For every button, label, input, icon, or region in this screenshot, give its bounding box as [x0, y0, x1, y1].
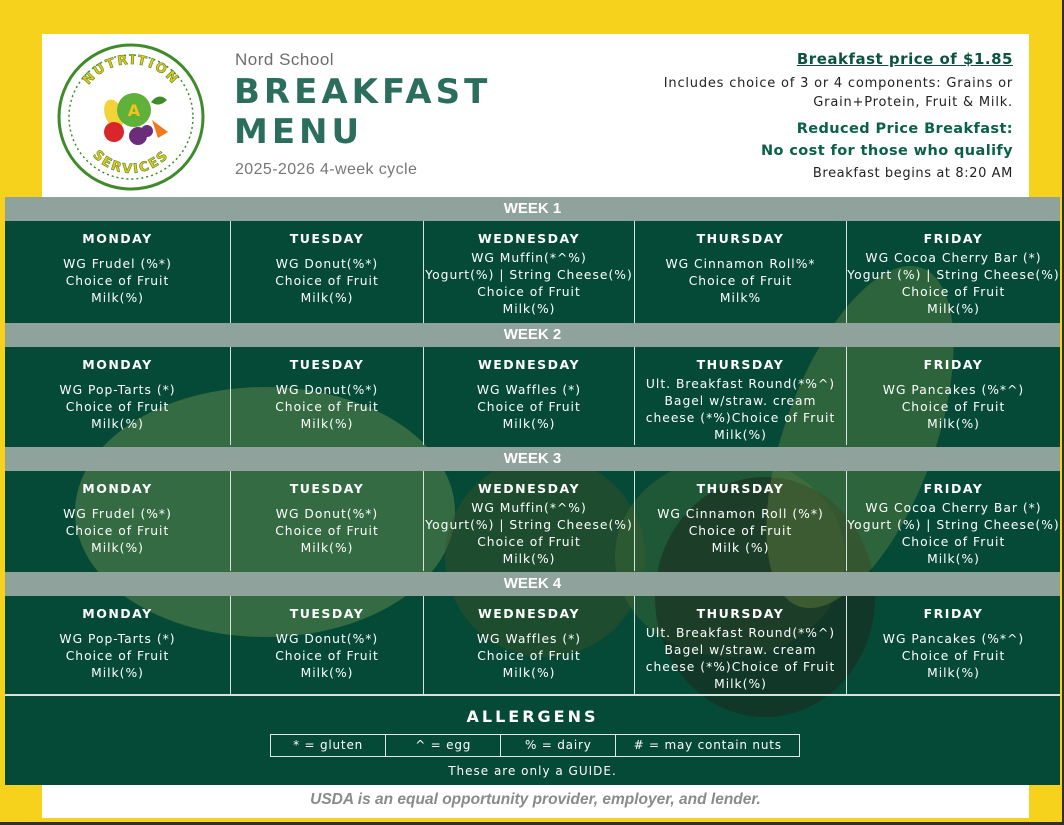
menu-item: Choice of Fruit [477, 649, 581, 663]
menu-item: Milk(%) [300, 541, 354, 555]
menu-items [635, 372, 846, 444]
menu-item: WG Pancakes (%*^) [882, 632, 1025, 646]
menu-items [231, 621, 423, 682]
menu-item: Milk(%) [927, 417, 980, 431]
menu-item: Milk% [719, 291, 762, 305]
day-label: MONDAY [82, 606, 153, 621]
day-label: WEDNESDAY [477, 481, 581, 496]
menu-item: WG Waffles (*) [476, 383, 582, 397]
menu-cell-thursday [635, 221, 847, 324]
menu-item: Choice of Fruit [275, 649, 379, 663]
menu-items [847, 372, 1060, 433]
menu-item: WG Frudel (%*) [63, 507, 172, 521]
menu-item: Bagel w/straw. cream [664, 394, 817, 408]
day-label: TUESDAY [289, 481, 365, 496]
menu-item: WG Cocoa Cherry Bar (*) [865, 501, 1042, 515]
svg-text:NUTRITION: NUTRITION [80, 52, 182, 88]
menu-item: Choice of Fruit [65, 649, 170, 663]
menu-cell-thursday [635, 471, 847, 571]
day-label: FRIDAY [923, 357, 984, 372]
week-2-header: WEEK 2 [5, 323, 1060, 347]
menu-item: Milk(%) [927, 666, 980, 680]
day-label: THURSDAY [696, 357, 785, 372]
menu-item: WG Waffles (*) [476, 632, 582, 646]
week-2-row [5, 347, 1060, 445]
menu-item: Yogurt(%) | String Cheese(%) [425, 268, 633, 282]
day-label: WEDNESDAY [477, 606, 581, 621]
day-label: MONDAY [82, 481, 153, 496]
day-label: THURSDAY [696, 231, 785, 246]
price-heading: Breakfast price of $1.85 [796, 50, 1013, 68]
day-label: THURSDAY [696, 481, 785, 496]
menu-items [231, 246, 423, 307]
menu-item: Milk(%) [91, 541, 144, 555]
menu-item: Milk(%) [91, 291, 144, 305]
menu-item: Milk(%) [300, 417, 354, 431]
week-4-header: WEEK 4 [5, 572, 1060, 596]
menu-cell-wednesday [424, 471, 635, 571]
menu-item: Milk(%) [300, 291, 354, 305]
allergens-title: ALLERGENS [466, 707, 599, 726]
menu-item: WG Cocoa Cherry Bar (*) [865, 251, 1042, 265]
menu-item: Milk(%) [714, 677, 767, 691]
header [42, 34, 1029, 197]
day-label: WEDNESDAY [477, 231, 581, 246]
day-label: TUESDAY [289, 231, 365, 246]
week-1-header: WEEK 1 [5, 197, 1060, 221]
menu-item: Milk(%) [927, 302, 980, 316]
menu-item: Milk(%) [91, 417, 144, 431]
menu-item: Choice of Fruit [275, 400, 379, 414]
menu-cell-thursday [635, 596, 847, 694]
menu-cell-monday [5, 221, 231, 324]
reduced-line-2: No cost for those who qualify [760, 143, 1013, 159]
menu-item: Choice of Fruit [65, 274, 170, 288]
menu-cell-friday [847, 221, 1060, 324]
menu-item: WG Pop-Tarts (*) [59, 383, 176, 397]
menu-items [847, 621, 1060, 682]
menu-items [847, 496, 1060, 568]
menu-item: WG Pop-Tarts (*) [59, 632, 176, 646]
menu-items [231, 372, 423, 433]
menu-item: Milk(%) [714, 428, 767, 442]
menu-cell-friday [847, 596, 1060, 694]
menu-item: Choice of Fruit [65, 524, 170, 538]
menu-item: Bagel w/straw. cream [664, 643, 817, 657]
page-title-line2: MENU [234, 112, 364, 152]
menu-cell-monday [5, 471, 231, 571]
menu-item: Choice of Fruit [477, 285, 581, 299]
day-label: TUESDAY [289, 606, 365, 621]
menu-item: Milk(%) [927, 552, 980, 566]
menu-cell-monday [5, 596, 231, 694]
menu-cell-tuesday [231, 596, 424, 694]
cycle-label: 2025-2026 4-week cycle [235, 161, 418, 178]
footer [42, 785, 1029, 818]
menu-item: WG Donut(%*) [275, 632, 379, 646]
menu-items [5, 496, 230, 557]
menu-items [635, 621, 846, 693]
menu-item: Yogurt (%) | String Cheese(%) [847, 268, 1060, 282]
menu-item: WG Donut(%*) [275, 257, 379, 271]
includes-text: Includes choice of 3 or 4 components: Grains or Grain+Protein, Fruit & Milk. [663, 76, 1013, 110]
week-4-row [5, 596, 1060, 694]
menu-cell-wednesday [424, 347, 635, 445]
day-label: MONDAY [82, 231, 153, 246]
allergen-egg: ^ = egg [386, 735, 501, 756]
menu-item: Ult. Breakfast Round(*%^) [645, 377, 836, 391]
menu-cell-monday [5, 347, 231, 445]
grid-bottom-divider [5, 694, 1060, 696]
menu-items [635, 246, 846, 307]
svg-text:A: A [127, 101, 141, 120]
menu-item: Choice of Fruit [901, 535, 1006, 549]
allergen-note: These are only a GUIDE. [448, 764, 617, 778]
menu-item: cheese (*%)Choice of Fruit [645, 411, 836, 425]
menu-item: Milk (%) [711, 541, 770, 555]
menu-item: cheese (*%)Choice of Fruit [645, 660, 836, 674]
menu-item: Choice of Fruit [688, 274, 793, 288]
menu-item: WG Frudel (%*) [63, 257, 172, 271]
menu-item: Choice of Fruit [688, 524, 793, 538]
day-label: FRIDAY [923, 481, 984, 496]
menu-items [5, 246, 230, 307]
reduced-price-text [593, 118, 1013, 162]
allergen-gluten: * = gluten [271, 735, 386, 756]
menu-cell-wednesday [424, 596, 635, 694]
menu-cell-tuesday [231, 221, 424, 324]
menu-item: WG Cinnamon Roll%* [665, 257, 816, 271]
menu-item: WG Donut(%*) [275, 507, 379, 521]
menu-item: Yogurt (%) | String Cheese(%) [847, 518, 1060, 532]
menu-item: Choice of Fruit [901, 400, 1006, 414]
day-label: MONDAY [82, 357, 153, 372]
menu-item: Choice of Fruit [65, 400, 170, 414]
menu-items [424, 372, 634, 433]
week-3-row [5, 471, 1060, 571]
menu-items [635, 496, 846, 557]
menu-cell-friday [847, 347, 1060, 445]
allergen-nuts: # = may contain nuts [633, 738, 782, 752]
menu-item: Choice of Fruit [901, 649, 1006, 663]
day-label: TUESDAY [289, 357, 365, 372]
menu-items [5, 621, 230, 682]
day-label: FRIDAY [923, 231, 984, 246]
menu-item: Milk(%) [502, 666, 556, 680]
menu-item: WG Muffin(*^%) [471, 251, 587, 265]
allergen-dairy: % = dairy [501, 735, 616, 756]
menu-cell-wednesday [424, 221, 635, 324]
menu-cell-friday [847, 471, 1060, 571]
menu-items [5, 372, 230, 433]
menu-items [424, 246, 634, 318]
menu-item: Choice of Fruit [275, 524, 379, 538]
menu-items [424, 496, 634, 568]
menu-item: Choice of Fruit [477, 400, 581, 414]
menu-item: Milk(%) [502, 302, 556, 316]
day-label: THURSDAY [696, 606, 785, 621]
nutrition-services-logo [56, 42, 206, 192]
start-time: Breakfast begins at 8:20 AM [812, 166, 1013, 181]
menu-items [424, 621, 634, 682]
menu-item: Choice of Fruit [275, 274, 379, 288]
menu-item: WG Donut(%*) [275, 383, 379, 397]
menu-item: Milk(%) [300, 666, 354, 680]
menu-item: Choice of Fruit [901, 285, 1006, 299]
school-name: Nord School [235, 50, 335, 69]
menu-item: Milk(%) [502, 417, 556, 431]
day-label: FRIDAY [923, 606, 984, 621]
page-title-line1: BREAKFAST [234, 72, 492, 112]
menu-cell-thursday [635, 347, 847, 445]
svg-text:SERVICES: SERVICES [89, 147, 173, 178]
menu-body [5, 197, 1060, 785]
footer-statement: USDA is an equal opportunity provider, employer, and lender. [310, 791, 761, 808]
menu-item: WG Cinnamon Roll (%*) [657, 507, 824, 521]
menu-item: Milk(%) [91, 666, 144, 680]
menu-item: WG Muffin(*^%) [471, 501, 587, 515]
reduced-line-1: Reduced Price Breakfast: [796, 121, 1013, 137]
menu-item: Yogurt(%) | String Cheese(%) [425, 518, 633, 532]
menu-item: Milk(%) [502, 552, 556, 566]
menu-item: Choice of Fruit [477, 535, 581, 549]
allergen-legend [270, 734, 800, 757]
week-1-row [5, 221, 1060, 324]
week-3-header: WEEK 3 [5, 447, 1060, 471]
day-label: WEDNESDAY [477, 357, 581, 372]
menu-cell-tuesday [231, 471, 424, 571]
menu-item: Ult. Breakfast Round(*%^) [645, 626, 836, 640]
menu-items [847, 246, 1060, 318]
menu-cell-tuesday [231, 347, 424, 445]
menu-item: WG Pancakes (%*^) [882, 383, 1025, 397]
menu-items [231, 496, 423, 557]
